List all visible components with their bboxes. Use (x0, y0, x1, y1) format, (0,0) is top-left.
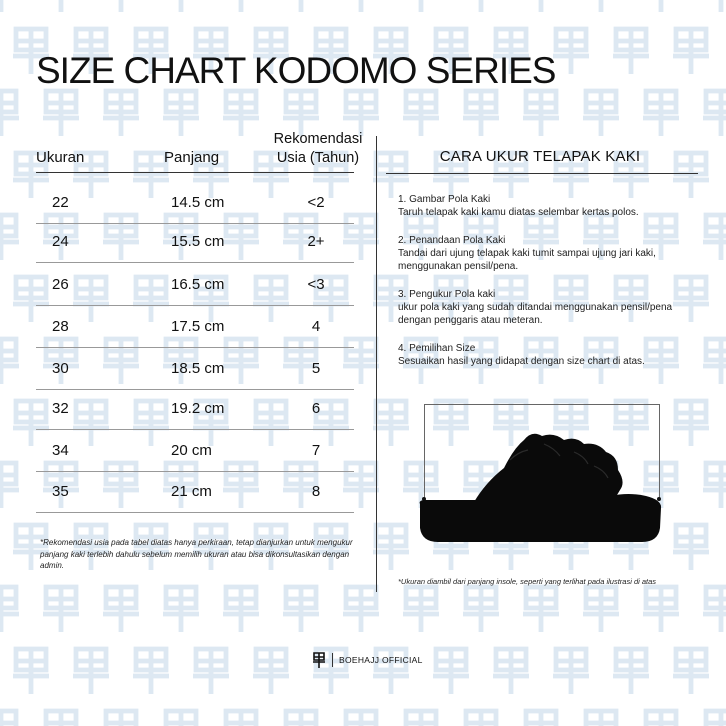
insole-measurement-note: *Ukuran diambil dari panjang insole, seperti yang terlihat pada ilustrasi di atas (398, 577, 657, 586)
table-row (36, 388, 354, 430)
sandal-icon (414, 430, 664, 550)
step-description: Tandai dari ujung telapak kaki tumit sampai ujung jari kaki, menggunakan pensil/pena. (398, 248, 656, 272)
guide-title: CARA UKUR TELAPAK KAKI (439, 148, 641, 165)
cell-length: 21 cm (171, 483, 212, 500)
guide-step (398, 342, 698, 368)
step-title: 2. Penandaan Pola Kaki (398, 235, 506, 246)
age-disclaimer-note: *Rekomendasi usia pada tabel diatas hanya perkiraan, tetap dianjurkan untuk mengukur panjang kaki terlebih dahulu sebelum memilih ukuran atau bisa dikonsultasikan dengan admin. (40, 538, 353, 570)
cell-age: 7 (311, 442, 321, 459)
step-title: 1. Gambar Pola Kaki (398, 194, 491, 205)
table-row (36, 430, 354, 472)
page-title: SIZE CHART KODOMO SERIES (36, 50, 556, 91)
measure-bracket-top (424, 404, 660, 405)
step-description: Taruh telapak kaki kamu diatas selembar kertas polos. (398, 207, 639, 218)
cell-length: 14.5 cm (171, 194, 225, 211)
guide-step (398, 288, 698, 327)
cell-length: 19.2 cm (171, 400, 225, 417)
cell-length: 18.5 cm (171, 360, 225, 377)
cell-age: 5 (311, 360, 321, 377)
header-age-line1: Rekomendasi (273, 131, 363, 147)
table-header-divider (36, 172, 354, 173)
cell-size: 35 (52, 483, 69, 500)
cell-length: 15.5 cm (171, 233, 225, 250)
header-age (268, 130, 368, 168)
table-row (36, 264, 354, 306)
header-size: Ukuran (36, 149, 85, 166)
cell-age: 4 (311, 318, 321, 335)
cell-size: 34 (52, 442, 69, 459)
step-description: ukur pola kaki yang sudah ditandai menggunakan pensil/pena dengan penggaris atau meteran. (398, 302, 673, 326)
brand-separator (332, 653, 333, 667)
cell-age: 8 (311, 483, 321, 500)
cell-size: 24 (52, 233, 69, 250)
brand-footer (312, 651, 423, 669)
column-divider (376, 136, 377, 592)
cell-age: <2 (307, 194, 325, 211)
cell-size: 26 (52, 276, 69, 293)
cell-size: 30 (52, 360, 69, 377)
cell-size: 32 (52, 400, 69, 417)
boehajj-logo-icon (312, 651, 326, 669)
step-description: Sesuaikan hasil yang didapat dengan size chart di atas. (398, 356, 645, 367)
brand-name: BOEHAJJ OFFICIAL (339, 655, 423, 665)
cell-length: 20 cm (171, 442, 212, 459)
cell-size: 22 (52, 194, 69, 211)
table-row (36, 471, 354, 513)
cell-age: 6 (311, 400, 321, 417)
table-row (36, 306, 354, 348)
header-length: Panjang (164, 149, 220, 166)
cell-age: <3 (307, 276, 325, 293)
cell-age: 2+ (307, 233, 325, 250)
cell-length: 17.5 cm (171, 318, 225, 335)
step-title: 3. Pengukur Pola kaki (398, 289, 496, 300)
guide-step (398, 193, 698, 219)
cell-size: 28 (52, 318, 69, 335)
row-divider (36, 512, 354, 513)
row-divider (36, 262, 354, 263)
step-title: 4. Pemilihan Size (398, 343, 476, 354)
table-row (36, 348, 354, 390)
table-row (36, 221, 354, 263)
table-row (36, 182, 354, 224)
guide-title-divider (386, 173, 698, 174)
header-age-line2: Usia (Tahun) (276, 150, 360, 166)
cell-length: 16.5 cm (171, 276, 225, 293)
guide-step (398, 234, 698, 273)
